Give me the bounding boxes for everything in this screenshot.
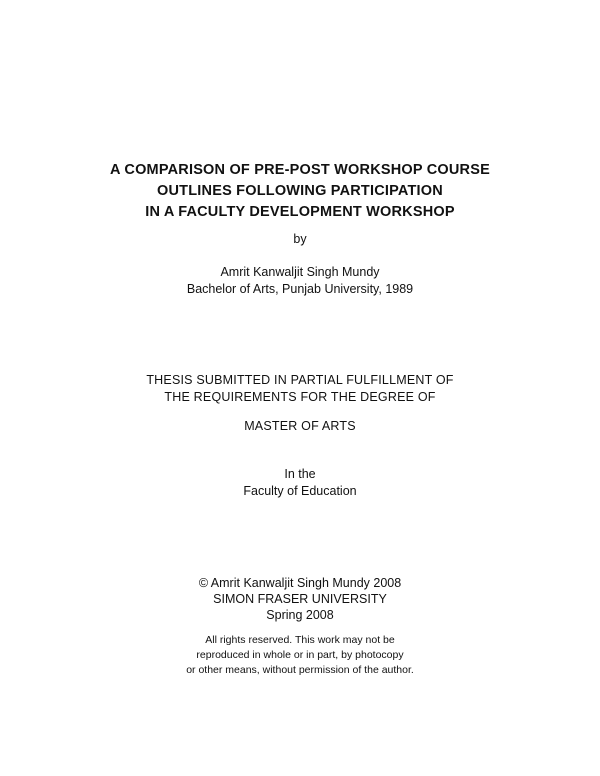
rights-notice-line-1: All rights reserved. This work may not be bbox=[205, 634, 395, 646]
by-label: by bbox=[293, 232, 307, 246]
submission-statement bbox=[0, 372, 600, 406]
rights-notice-line-2: reproduced in whole or in part, by photocopy bbox=[196, 649, 404, 661]
copyright-block bbox=[0, 575, 600, 623]
faculty-block bbox=[0, 466, 600, 500]
author-block bbox=[0, 264, 600, 298]
rights-notice-line-3: or other means, without permission of the author. bbox=[186, 664, 414, 676]
thesis-title-line-1: A COMPARISON OF PRE-POST WORKSHOP COURSE bbox=[110, 162, 490, 178]
author-name: Amrit Kanwaljit Singh Mundy bbox=[220, 265, 380, 279]
faculty-name: Faculty of Education bbox=[243, 484, 357, 498]
copyright-institution: SIMON FRASER UNIVERSITY bbox=[213, 592, 387, 606]
thesis-title bbox=[0, 160, 600, 223]
author-prior-degree: Bachelor of Arts, Punjab University, 1989 bbox=[186, 282, 414, 296]
degree-name: MASTER OF ARTS bbox=[244, 419, 356, 433]
rights-notice bbox=[0, 633, 600, 678]
thesis-title-line-3: IN A FACULTY DEVELOPMENT WORKSHOP bbox=[145, 204, 455, 220]
submission-statement-line-2: THE REQUIREMENTS FOR THE DEGREE OF bbox=[164, 390, 436, 404]
thesis-title-line-2: OUTLINES FOLLOWING PARTICIPATION bbox=[157, 183, 443, 199]
submission-statement-line-1: THESIS SUBMITTED IN PARTIAL FULFILLMENT OF bbox=[146, 373, 454, 387]
copyright-term: Spring 2008 bbox=[266, 608, 334, 622]
faculty-prefix: In the bbox=[284, 467, 316, 481]
copyright-holder: © Amrit Kanwaljit Singh Mundy 2008 bbox=[198, 576, 402, 590]
